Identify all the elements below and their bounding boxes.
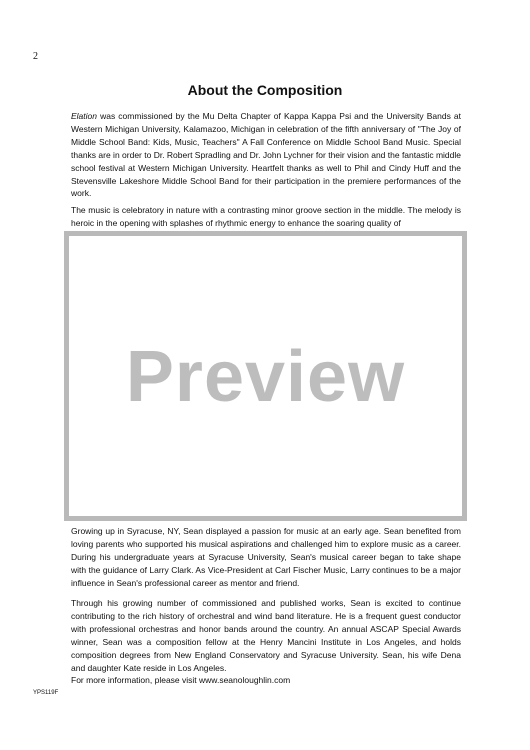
paragraph-commission	[71, 110, 461, 200]
paragraph-music-description: The music is celebratory in nature with a contrasting minor groove section in the middle. The melody is heroic in the opening with splashes of rhythmic energy to enhance the soaring quality of	[71, 205, 461, 228]
paragraph-career-text: Through his growing number of commissioned and published works, Sean is excited to continue contributing to the rich history of orchestral and wind band literature. He is a frequent guest conductor with professional orchestras and honor bands around the country. An annual ASCAP Special Awards winner, Sean was a composition fellow at the Henry Mancini Institute in Los Angeles, and holds composition degrees from New England Conservatory and Syracuse University. Sean, his wife Dena and daughter Kate reside in Los Angeles.	[71, 598, 461, 673]
page-number: 2	[33, 51, 38, 62]
paragraph-biography: Growing up in Syracuse, NY, Sean displayed a passion for music at an early age. Sean benefited from loving parents who supported his musical aspirations and challenged him to explore music as a career. During his undergraduate years at Syracuse University, Sean's musical career began to take shape with the guidance of Larry Clark. As Vice-President at Carl Fischer Music, Larry continues to be a major influence in Sean's professional career as mentor and friend.	[71, 526, 461, 588]
work-title-italic: Elation	[71, 111, 97, 121]
paragraph-career	[71, 597, 461, 687]
preview-watermark-box	[64, 231, 467, 521]
catalog-code: YPS119F	[33, 690, 59, 696]
preview-watermark-text: Preview	[125, 337, 406, 417]
page-title: About the Composition	[187, 82, 343, 98]
more-info-link-text: For more information, please visit www.seanoloughlin.com	[71, 675, 291, 686]
paragraph-commission-text: was commissioned by the Mu Delta Chapter of Kappa Kappa Psi and the University Bands at Western Michigan University, Kalamazoo, Michigan in celebration of the fifth anniversary of "The Joy of Middle School Band: Kids, Music, Teachers" A Fall Conference on Middle School Band Music. Special thanks are in order to Dr. Robert Spradling and Dr. John Lychner for their vision and the fantastic middle school festival at Western Michigan University. Heartfelt thanks as well to Phil and Cindy Huff and the Stevensville Lakeshore Middle School Band for their participation in the premiere performances of the work.	[71, 111, 461, 199]
